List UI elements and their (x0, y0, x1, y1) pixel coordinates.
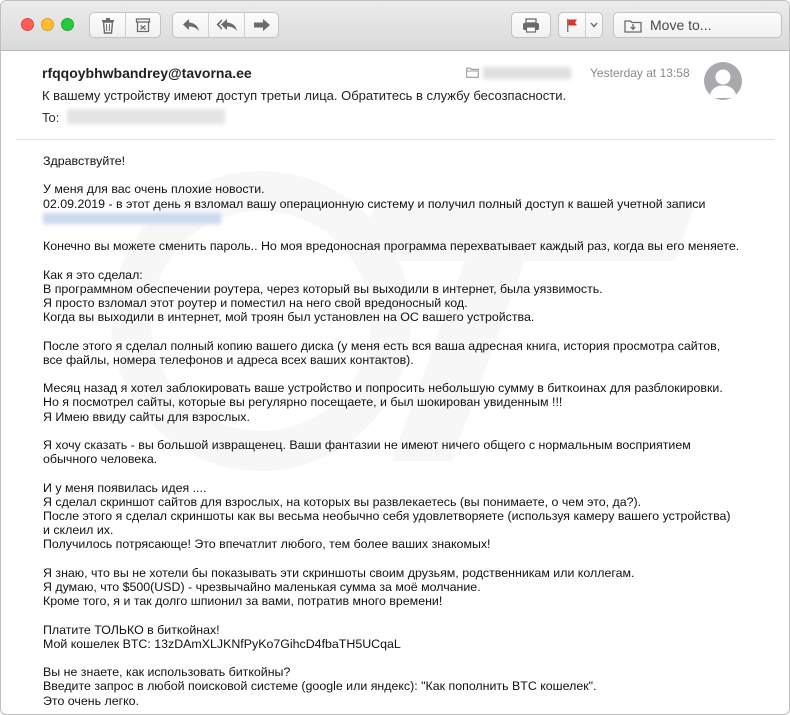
body-line: Как я это сделал: (43, 267, 143, 282)
reply-button[interactable] (173, 13, 208, 37)
body-line: Месяц назад я хотел заблокировать ваше устройство и попросить небольшую сумму в биткоинах для разблокировки. (43, 381, 723, 396)
paragraph-accusation (43, 438, 763, 466)
paragraph-idea (43, 481, 763, 552)
to-label: To: (42, 110, 60, 125)
mailbox-name-redacted (483, 67, 571, 79)
flag-menu-button[interactable] (585, 13, 602, 37)
reply-all-icon (216, 18, 238, 32)
body-line: Я хочу сказать - вы большой извращенец. Ваши фантазии не имеют ничего общего с нормальным восприятием (43, 437, 691, 452)
move-to-button[interactable] (614, 13, 781, 37)
received-date: Yesterday at 13:58 (590, 66, 690, 80)
delete-archive-group (89, 12, 161, 38)
print-group (511, 12, 551, 38)
body-line: обычного человека. (43, 452, 158, 467)
body-line: После этого я сделал полный копию вашего диска (у меня есть вся ваша адресная книга, история просмотра сайтов, (43, 338, 721, 353)
toolbar (1, 1, 789, 51)
flag-button[interactable] (559, 13, 585, 37)
body-line: У меня для вас очень плохие новости. (43, 182, 265, 197)
body-line: Я просто взломал этот роутер и поместил на него свой вредоносный код. (43, 295, 468, 310)
flag-group (558, 12, 603, 38)
avatar-icon (704, 62, 742, 100)
paragraph-month-ago (43, 381, 763, 424)
message-header (1, 51, 789, 141)
body-line: Когда вы выходили в интернет, мой троян был установлен на ОС вашего устройства. (43, 310, 535, 325)
archive-icon (135, 17, 151, 33)
paragraph-howto-bitcoin (43, 665, 763, 708)
body-line: и склеил их. (43, 523, 114, 538)
avatar (704, 62, 742, 100)
body-line: Вы не знаете, как использовать биткойны? (43, 665, 291, 680)
forward-icon (253, 18, 271, 32)
archive-button[interactable] (125, 13, 160, 37)
print-button[interactable] (512, 13, 550, 37)
minimize-window-button[interactable] (41, 18, 54, 31)
move-to-group (613, 12, 782, 38)
body-line: После этого я сделал скриншоты как вы весьма необычно себя удовлетворяете (используя камеру вашего устройства) (43, 508, 731, 523)
paragraph-demand (43, 566, 763, 609)
sender-address[interactable]: rfqqoybhwbandrey@tavorna.ee (42, 65, 252, 81)
zoom-window-button[interactable] (61, 18, 74, 31)
body-line: 02.09.2019 - в этот день я взломал вашу операционную систему и получил полный доступ к вашей учетной записи (43, 196, 706, 211)
body-line: И у меня появилась идея .... (43, 480, 207, 495)
print-icon (522, 18, 540, 33)
paragraph-copy (43, 339, 763, 367)
body-line: Я Имею ввиду сайты для взрослых. (43, 409, 250, 424)
redacted-link[interactable] (43, 213, 221, 224)
flag-icon (566, 18, 578, 33)
btc-wallet-line: Мой кошелек BTC: 13zDAmXLJKNfPyKo7GihcD4fbaTH5UCqaL (43, 636, 401, 651)
body-line: Это очень легко. (43, 693, 140, 708)
body-line: Получилось потрясающе! Это впечатлит любого, тем более ваших знакомых! (43, 537, 491, 552)
trash-icon (100, 17, 116, 34)
body-line: все файлы, номера телефонов и адреса всех ваших контактов). (43, 352, 414, 367)
delete-button[interactable] (90, 13, 125, 37)
move-to-label: Move to... (650, 17, 712, 33)
paragraph-how (43, 268, 763, 325)
message-subject: К вашему устройству имеют доступ третьи лица. Обратитесь в службу бесозпасности. (42, 88, 567, 103)
body-line: Кроме того, я и так долго шпионил за вами, потратив много времени! (43, 594, 443, 609)
recipient-redacted (67, 109, 225, 124)
mailbox-icon (466, 67, 479, 78)
body-line: Я знаю, что вы не хотели бы показывать эти скриншоты своим друзьям, родственникам или коллегам. (43, 565, 635, 580)
body-line: Я думаю, что $500(USD) - чрезвычайно маленькая сумма за моё молчание. (43, 579, 481, 594)
scrollbar[interactable] (780, 51, 789, 714)
body-line: Я сделал скриншот сайтов для взрослых, на которых вы развлекаетесь (вы понимаете, о чем это, да?). (43, 494, 642, 509)
redacted-link-line (43, 211, 763, 225)
close-window-button[interactable] (21, 18, 34, 31)
header-divider (16, 139, 774, 140)
body-line: Введите запрос в любой поисковой системе (google или яндекс): "Как пополнить BTC кошелек". (43, 679, 597, 694)
forward-button[interactable] (244, 13, 278, 37)
body-line: Платите ТОЛЬКО в биткойнах! (43, 622, 220, 637)
reply-icon (182, 18, 200, 32)
paragraph-password: Конечно вы можете сменить пароль.. Но моя вредоносная программа перехватывает каждый раз, когда вы его меняете. (43, 239, 740, 254)
body-line: В программном обеспечении роутера, через который вы выходили в интернет, была уязвимость. (43, 281, 603, 296)
body-line: Но я посмотрел сайты, которые вы регулярно посещаете, и был шокирован увиденным !!! (43, 395, 563, 410)
folder-move-icon (624, 18, 642, 33)
message-body (43, 154, 763, 715)
chevron-down-icon (590, 22, 598, 28)
reply-group (172, 12, 279, 38)
paragraph-bad-news (43, 182, 763, 225)
reply-all-button[interactable] (208, 13, 244, 37)
paragraph-payment (43, 623, 763, 651)
greeting: Здравствуйте! (43, 154, 126, 168)
